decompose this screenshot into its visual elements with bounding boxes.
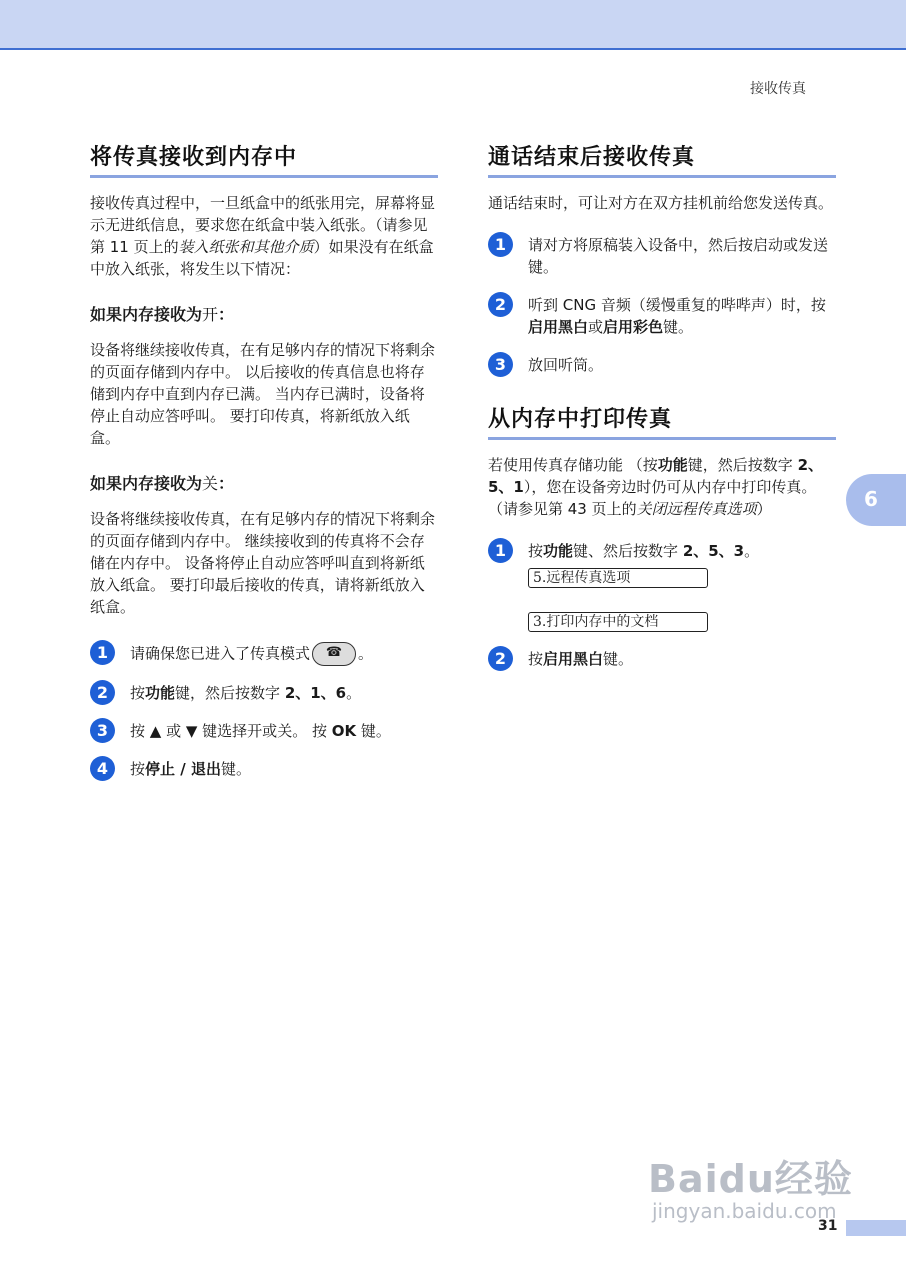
step-text: 键、然后按数字 xyxy=(573,542,683,560)
print-from-memory-paragraph xyxy=(488,454,836,520)
step-text: 。 按 xyxy=(292,722,332,740)
step-item xyxy=(90,720,438,742)
section-title-print-from-memory: 从内存中打印传真 xyxy=(488,402,836,440)
left-column xyxy=(90,140,438,780)
step-item xyxy=(488,354,836,376)
step-text: 键。 xyxy=(663,318,694,336)
running-title: 接收传真 xyxy=(750,81,806,97)
step-text: 按 xyxy=(130,684,146,702)
step-text: 请对方将原稿装入设备中，然后按启动或发送键。 xyxy=(528,236,829,276)
after-call-paragraph: 通话结束时，可让对方在双方挂机前给您发送传真。 xyxy=(488,194,834,212)
step-text: 按 xyxy=(528,542,544,560)
memory-on-paragraph: 设备将继续接收传真，在有足够内存的情况下将剩余的页面存储到内存中。 以后接收的传真信息也将存储到内存中直到内存已满。 当内存已满时，设备将停止自动应答呼叫。 要打印传真，将新纸放入纸盒。 xyxy=(90,341,436,447)
step-text: 放回听筒。 xyxy=(528,356,604,374)
setting-value-on: 开 xyxy=(202,305,219,324)
key-name: 启用彩色 xyxy=(603,318,664,336)
section-title-after-call: 通话结束后接收传真 xyxy=(488,140,836,178)
chapter-tab xyxy=(846,474,906,526)
step-text: 或 xyxy=(588,318,604,336)
step-text: 键。 xyxy=(603,650,634,668)
step-item xyxy=(90,758,438,780)
step-text: 按 xyxy=(130,760,146,778)
step-text: 。 xyxy=(346,684,362,702)
key-sequence: 2、5、1 xyxy=(488,456,824,496)
cross-reference-link[interactable]: 关闭远程传真选项 xyxy=(636,500,757,518)
step-number-badge: 1 xyxy=(488,232,513,257)
lcd-message-no-paper: 无进纸 xyxy=(105,216,151,234)
intro-text: 信息，要求您在纸盒中装入纸张。（请参见第 11 页上的 xyxy=(90,216,428,256)
para-text: ） xyxy=(756,500,772,518)
step-number-badge: 3 xyxy=(488,352,513,377)
step-number-badge: 4 xyxy=(90,756,115,781)
para-text: ），您在设备旁边时仍可从内存中打印传真。（请参见第 43 页上的 xyxy=(488,478,817,518)
key-name: 停止 / 退出 xyxy=(145,760,221,778)
step-item xyxy=(488,294,836,338)
step-item xyxy=(488,648,836,670)
lcd-display-remote-fax-options: 5.远程传真选项 xyxy=(528,568,708,588)
intro-text: ）如果没有在纸盒中放入纸张，将发生以下情况： xyxy=(90,238,434,278)
subheading-colon: ： xyxy=(218,474,235,493)
step-text: 。 xyxy=(744,542,760,560)
step-text: 键。 xyxy=(356,722,391,740)
header-band xyxy=(0,0,906,50)
memory-off-paragraph: 设备将继续接收传真，在有足够内存的情况下将剩余的页面存储到内存中。 继续接收到的传真将不会存储在内存中。 设备将停止自动应答呼叫直到将新纸放入纸盒。 要打印最后接收的传真，请将新纸放入纸盒。 xyxy=(90,510,436,616)
para-text: 若使用传真存储功能 （按 xyxy=(488,456,658,474)
watermark xyxy=(648,1148,853,1223)
step-item xyxy=(90,682,438,704)
chapter-number: 6 xyxy=(864,487,878,511)
key-name: OK xyxy=(331,722,357,740)
step-text: 按 xyxy=(528,650,544,668)
key-name: 功能 xyxy=(145,684,176,702)
watermark-url: jingyan.baidu.com xyxy=(652,1199,837,1223)
section-title-receive-to-memory: 将传真接收到内存中 xyxy=(90,140,438,178)
step-number-badge: 2 xyxy=(488,292,513,317)
step-item xyxy=(90,642,438,666)
option-off: 关 xyxy=(277,722,293,740)
key-sequence: 2、1、6 xyxy=(284,684,347,702)
step-item xyxy=(488,540,836,632)
key-name: 启用黑白 xyxy=(528,318,589,336)
step-text: 键，然后按数字 xyxy=(175,684,285,702)
subheading-text: 如果内存接收为 xyxy=(90,474,203,493)
setting-value-off: 关 xyxy=(202,474,219,493)
subheading-memory-on xyxy=(90,302,438,325)
step-number-badge: 1 xyxy=(90,640,115,665)
fax-mode-button-icon: ☎ xyxy=(312,642,356,666)
step-number-badge: 1 xyxy=(488,538,513,563)
step-text: 按 ▲ 或 ▼ 键选择 xyxy=(130,722,248,740)
subheading-memory-off xyxy=(90,471,438,494)
step-text: 请确保您已进入了传真模式 xyxy=(130,644,311,663)
step-item xyxy=(488,234,836,278)
step-text: 。 xyxy=(358,644,374,663)
right-column xyxy=(488,140,836,670)
key-name: 启用黑白 xyxy=(543,650,604,668)
para-text: 键，然后按数字 xyxy=(687,456,798,474)
subheading-text: 如果内存接收为 xyxy=(90,305,203,324)
intro-text: 接收传真过程中，一旦纸盒中的纸张用完，屏幕将显示 xyxy=(90,194,436,234)
footer-bar xyxy=(846,1220,906,1236)
key-name: 功能 xyxy=(657,456,688,474)
subheading-colon: ： xyxy=(218,305,235,324)
step-number-badge: 2 xyxy=(90,680,115,705)
page-number: 31 xyxy=(818,1218,838,1234)
key-name: 功能 xyxy=(543,542,574,560)
lcd-display-print-document: 3.打印内存中的文档 xyxy=(528,612,708,632)
key-sequence: 2、5、3 xyxy=(682,542,745,560)
step-number-badge: 2 xyxy=(488,646,513,671)
step-text: 键。 xyxy=(220,760,251,778)
watermark-logo: Baidu经验 xyxy=(648,1157,853,1201)
step-number-badge: 3 xyxy=(90,718,115,743)
cross-reference-link[interactable]: 装入纸张和其他介质 xyxy=(178,238,314,256)
intro-paragraph xyxy=(90,192,438,280)
step-text: 听到 CNG 音频（缓慢重复的哔哔声）时，按 xyxy=(528,296,826,314)
option-on: 开 xyxy=(247,722,263,740)
step-text: 或 xyxy=(262,722,278,740)
